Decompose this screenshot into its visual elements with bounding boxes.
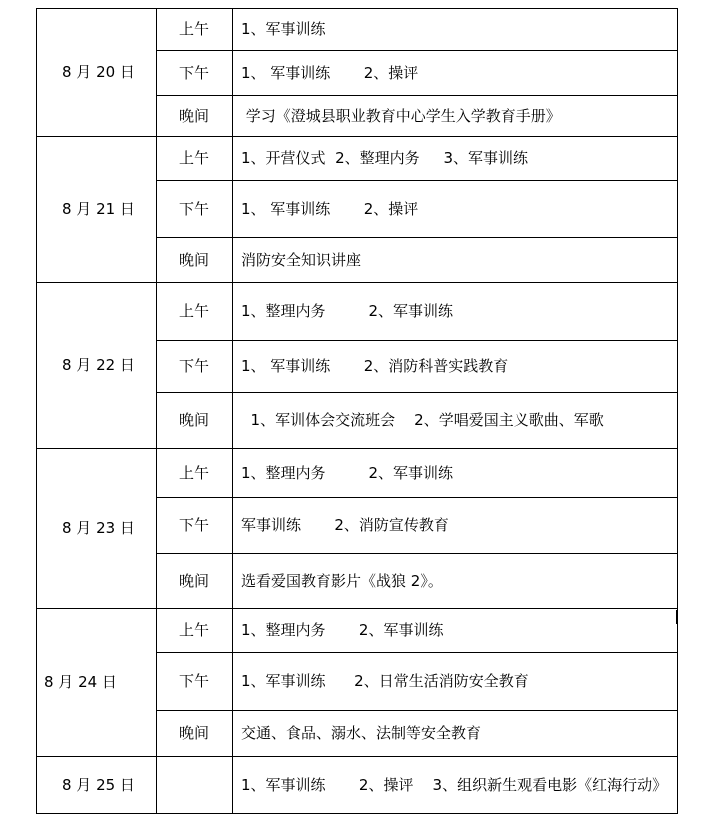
session-content: 1、整理内务 2、军事训练 <box>241 464 454 482</box>
day-date: 8 月 25 日 <box>62 776 135 794</box>
session-period: 上午 <box>179 149 210 167</box>
session-period: 晚间 <box>179 107 210 125</box>
grid-vline-1 <box>156 8 157 814</box>
day-date: 8 月 24 日 <box>44 673 117 691</box>
session-content: 1、军事训练 <box>241 20 326 38</box>
session-content: 1、军训体会交流班会 2、学唱爱国主义歌曲、军歌 <box>241 411 604 429</box>
session-period: 下午 <box>179 516 210 534</box>
grid-hline-day <box>36 813 678 814</box>
session-content: 消防安全知识讲座 <box>241 251 362 269</box>
session-content: 1、整理内务 2、军事训练 <box>241 621 444 639</box>
day-date: 8 月 23 日 <box>62 519 135 537</box>
grid-hline-day <box>36 448 678 449</box>
grid-hline-day <box>36 756 678 757</box>
session-content: 1、 军事训练 2、操评 <box>241 64 419 82</box>
session-content: 1、军事训练 2、日常生活消防安全教育 <box>241 672 529 690</box>
day-date: 8 月 20 日 <box>62 63 135 81</box>
session-period: 晚间 <box>179 251 210 269</box>
grid-hline-top <box>36 8 678 9</box>
grid-vline-3 <box>677 8 678 814</box>
grid-hline-row <box>156 95 678 96</box>
session-content: 学习《澄城县职业教育中心学生入学教育手册》 <box>241 107 561 125</box>
session-period: 下午 <box>179 64 210 82</box>
grid-hline-row <box>156 553 678 554</box>
grid-hline-row <box>156 652 678 653</box>
session-period: 上午 <box>179 464 210 482</box>
grid-hline-row <box>156 392 678 393</box>
grid-hline-day <box>36 136 678 137</box>
grid-hline-row <box>156 497 678 498</box>
grid-vline-0 <box>36 8 37 814</box>
grid-hline-row <box>156 710 678 711</box>
session-content: 1、军事训练 2、操评 3、组织新生观看电影《红海行动》 <box>241 776 668 794</box>
day-date: 8 月 21 日 <box>62 200 135 218</box>
session-content: 军事训练 2、消防宣传教育 <box>241 516 449 534</box>
session-period: 上午 <box>179 20 210 38</box>
session-period: 上午 <box>179 621 210 639</box>
grid-hline-row <box>156 180 678 181</box>
session-content: 1、 军事训练 2、消防科普实践教育 <box>241 357 509 375</box>
grid-hline-day <box>36 282 678 283</box>
session-period: 晚间 <box>179 572 210 590</box>
grid-hline-day <box>36 608 678 609</box>
session-period: 下午 <box>179 357 210 375</box>
grid-hline-row <box>156 50 678 51</box>
session-period: 晚间 <box>179 411 210 429</box>
grid-vline-2 <box>232 8 233 814</box>
session-content: 选看爱国教育影片《战狼 2》。 <box>241 572 443 590</box>
session-period: 下午 <box>179 672 210 690</box>
edge-tick-mark <box>676 610 678 624</box>
session-period: 上午 <box>179 302 210 320</box>
day-date: 8 月 22 日 <box>62 356 135 374</box>
session-content: 1、整理内务 2、军事训练 <box>241 302 454 320</box>
grid-hline-row <box>156 340 678 341</box>
session-content: 交通、食品、溺水、法制等安全教育 <box>241 724 482 742</box>
session-content: 1、 军事训练 2、操评 <box>241 200 419 218</box>
session-period: 晚间 <box>179 724 210 742</box>
session-period: 下午 <box>179 200 210 218</box>
session-content: 1、开营仪式 2、整理内务 3、军事训练 <box>241 149 529 167</box>
grid-hline-row <box>156 237 678 238</box>
